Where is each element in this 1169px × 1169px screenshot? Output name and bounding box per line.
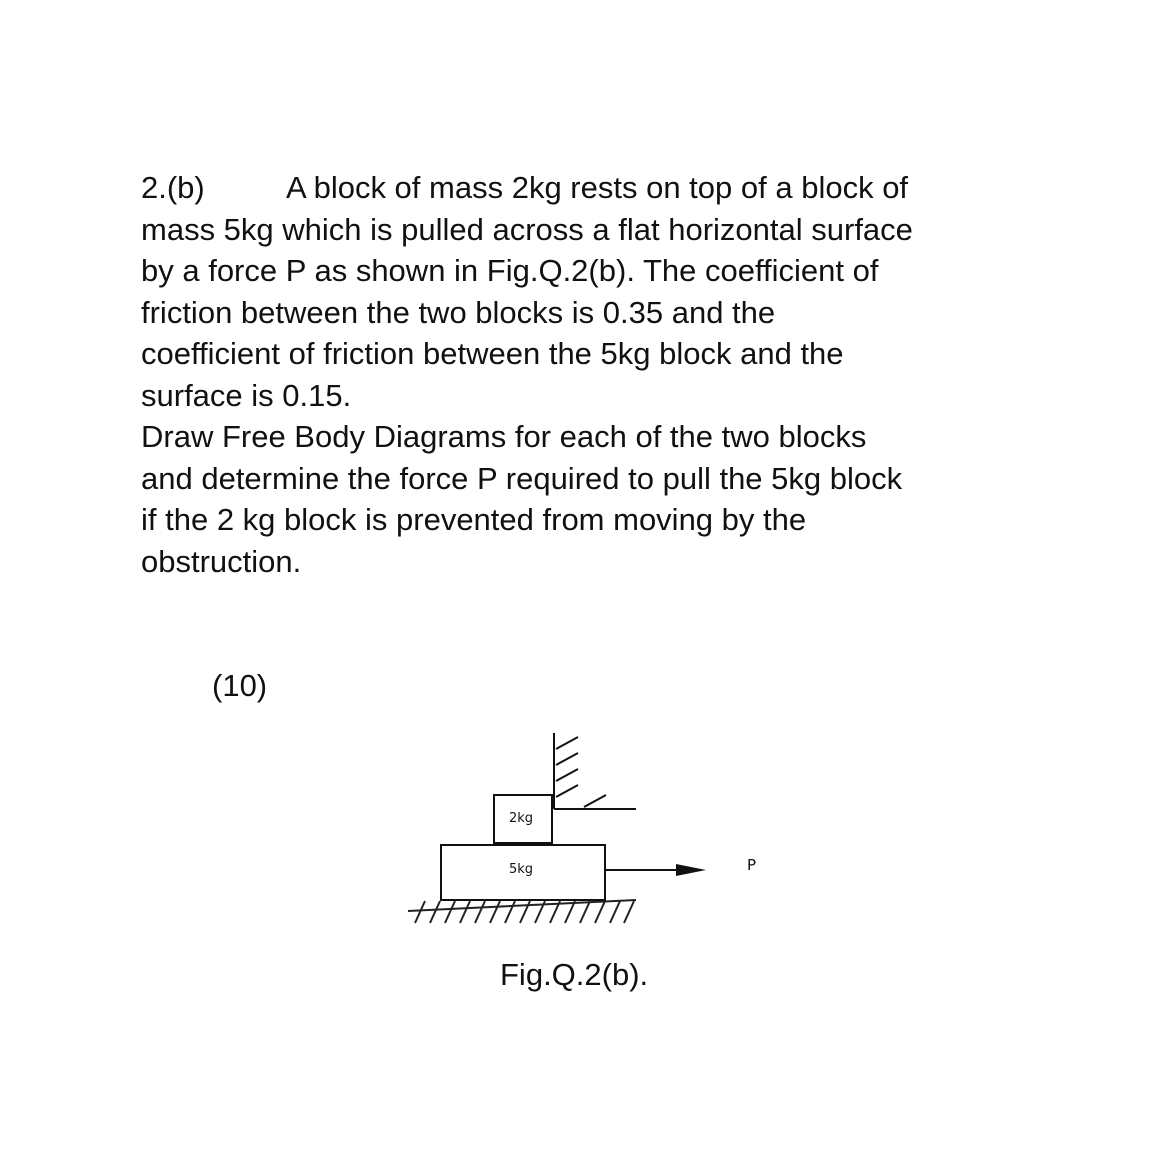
question-line-4: friction between the two blocks is 0.35 and the	[141, 294, 776, 330]
question-line-3: by a force P as shown in Fig.Q.2(b). The coefficient of	[141, 253, 879, 288]
question-line-1: 2.(b) A block of mass 2kg rests on top of a block of	[141, 167, 1041, 209]
force-label: P	[747, 856, 757, 874]
question-line-10: obstruction.	[141, 543, 302, 579]
force-arrow	[605, 864, 706, 876]
question-line-5: coefficient of friction between the 5kg block and the	[141, 336, 844, 371]
question-line-2: mass 5kg which is pulled across a flat horizontal surface	[141, 211, 913, 247]
question-line-6: surface is 0.15.	[141, 377, 352, 413]
question-line-7: Draw Free Body Diagrams for each of the two blocks	[141, 419, 867, 454]
upper-block-label: 2kg	[508, 811, 534, 826]
question-line-9: if the 2 kg block is prevented from moving by the	[141, 502, 807, 537]
question-line-8: and determine the force P required to pull the 5kg block	[141, 460, 903, 496]
lower-block-label: 5kg	[508, 862, 534, 877]
question-number: 2.(b)	[141, 170, 205, 205]
marks-label: (10)	[212, 668, 268, 703]
obstruction	[554, 733, 636, 809]
figure-caption: Fig.Q.2(b).	[500, 957, 649, 992]
ground-hatching	[408, 900, 636, 923]
